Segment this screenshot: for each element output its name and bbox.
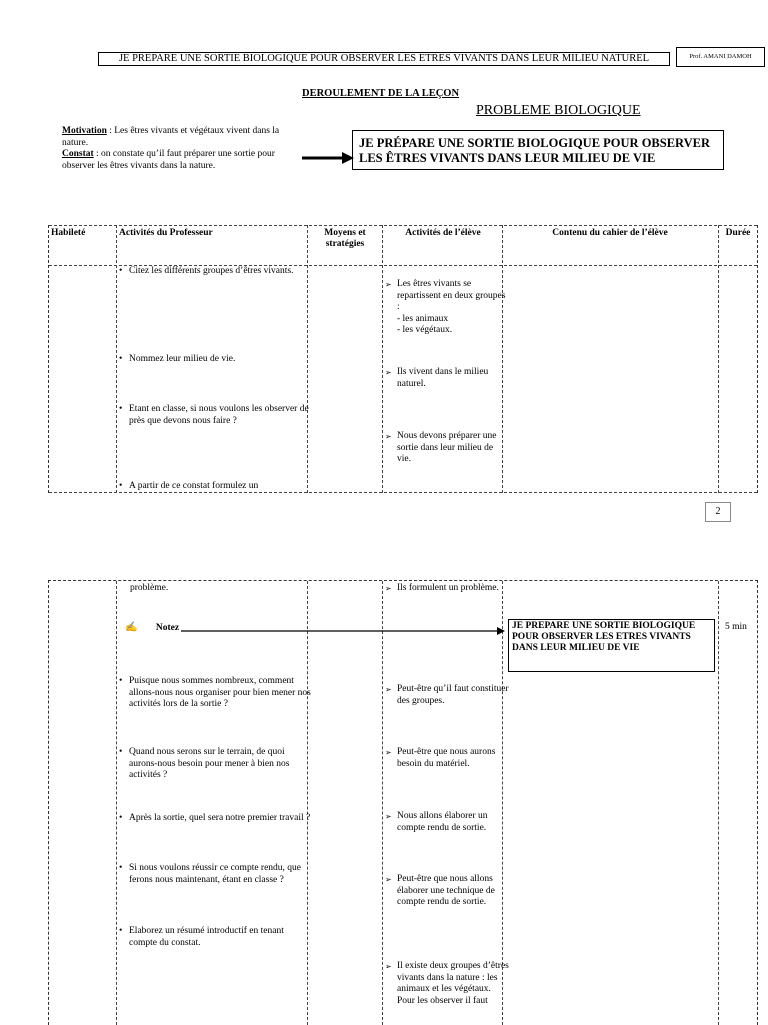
writing-hand-icon: ✍ [125,622,138,633]
list-item: • Après la sortie, quel sera notre premier travail ? [117,813,314,825]
prof-continuation: problème. [130,583,169,593]
arrow-right-icon [302,152,354,164]
list-item: • Nommez leur milieu de vie. [117,354,314,366]
cahier-box: JE PREPARE UNE SORTIE BIOLOGIQUE POUR OBSERVER LES ETRES VIVANTS DANS LEUR MILIEU DE VIE [508,619,715,672]
list-item: ➢ Peut-être que nous allons élaborer une technique de compte rendu de sortie. [385,874,509,909]
list-item: ➢ Ils formulent un problème. [385,583,509,595]
arrow-right-icon [181,627,505,635]
header-prof: Activités du Professeur [119,228,213,238]
constat-text: : on constate qu’il faut préparer une sortie pour observer les êtres vivants dans la nature. [62,149,275,171]
header-eleve: Activités de l’élève [405,228,481,238]
list-item: • Quand nous serons sur le terrain, de quoi aurons-nous besoin pour mener à bien nos activités ? [117,747,314,782]
lesson-table-page2 [48,580,758,1025]
list-item: ➢ Ils vivent dans le milieu naturel. [385,367,509,390]
note-row [125,622,179,635]
lesson-title: DEROULEMENT DE LA LEÇON [302,88,460,99]
list-item: • Puisque nous sommes nombreux, comment allons-nous nous organiser pour bien mener nos activités lors de la sortie ? [117,676,314,711]
list-item: ➢ Peut-être que nous aurons besoin du matériel. [385,747,509,770]
list-item: ➢ Il existe deux groupes d’êtres vivants dans la nature : les animaux et les végétaux. Pour les observer il faut [385,961,511,1007]
duration: 5 min [725,622,747,632]
header-cahier: Contenu du cahier de l’élève [552,228,668,238]
list-item: • A partir de ce constat formulez un [117,481,314,493]
list-item: ➢ Les êtres vivants se repartissent en deux groupes : - les animaux - les végétaux. [385,279,509,337]
list-item: • Elaborez un résumé introductif en tenant compte du constat. [117,926,314,949]
list-item: ➢ Peut-être qu’il faut constituer des groupes. [385,684,511,707]
page-number: 2 [705,502,731,522]
list-item: • Citez les différents groupes d’êtres vivants. [117,266,314,278]
header-moyens: Moyens et stratégies [324,228,366,249]
motivation-text: : Les êtres vivants et végétaux vivent dans la nature. [62,126,280,148]
list-item: • Si nous voulons réussir ce compte rendu, que ferons nous maintenant, étant en classe ? [117,863,314,886]
list-item: ➢ Nous devons préparer une sortie dans leur milieu de vie. [385,431,509,466]
problem-box: JE PRÉPARE UNE SORTIE BIOLOGIQUE POUR OBSERVER LES ÊTRES VIVANTS DANS LEUR MILIEU DE VIE [352,130,724,170]
header-habilete: Habileté [51,228,86,238]
list-item: • Etant en classe, si nous voulons les observer de près que devons nous faire ? [117,404,314,427]
constat-label: Constat [62,149,94,159]
lesson-table-page1 [48,225,758,493]
document-header-title: JE PREPARE UNE SORTIE BIOLOGIQUE POUR OBSERVER LES ETRES VIVANTS DANS LEUR MILIEU NATUREL [98,52,670,66]
list-item: ➢ Nous allons élaborer un compte rendu de sortie. [385,811,509,834]
motivation-label: Motivation [62,126,107,136]
motivation-block [62,126,302,172]
problem-title: PROBLEME BIOLOGIQUE [476,103,641,118]
note-label: Notez [155,623,180,633]
header-duree: Durée [725,228,751,238]
teacher-name-box: Prof. AMANI DAMOH [676,47,765,67]
